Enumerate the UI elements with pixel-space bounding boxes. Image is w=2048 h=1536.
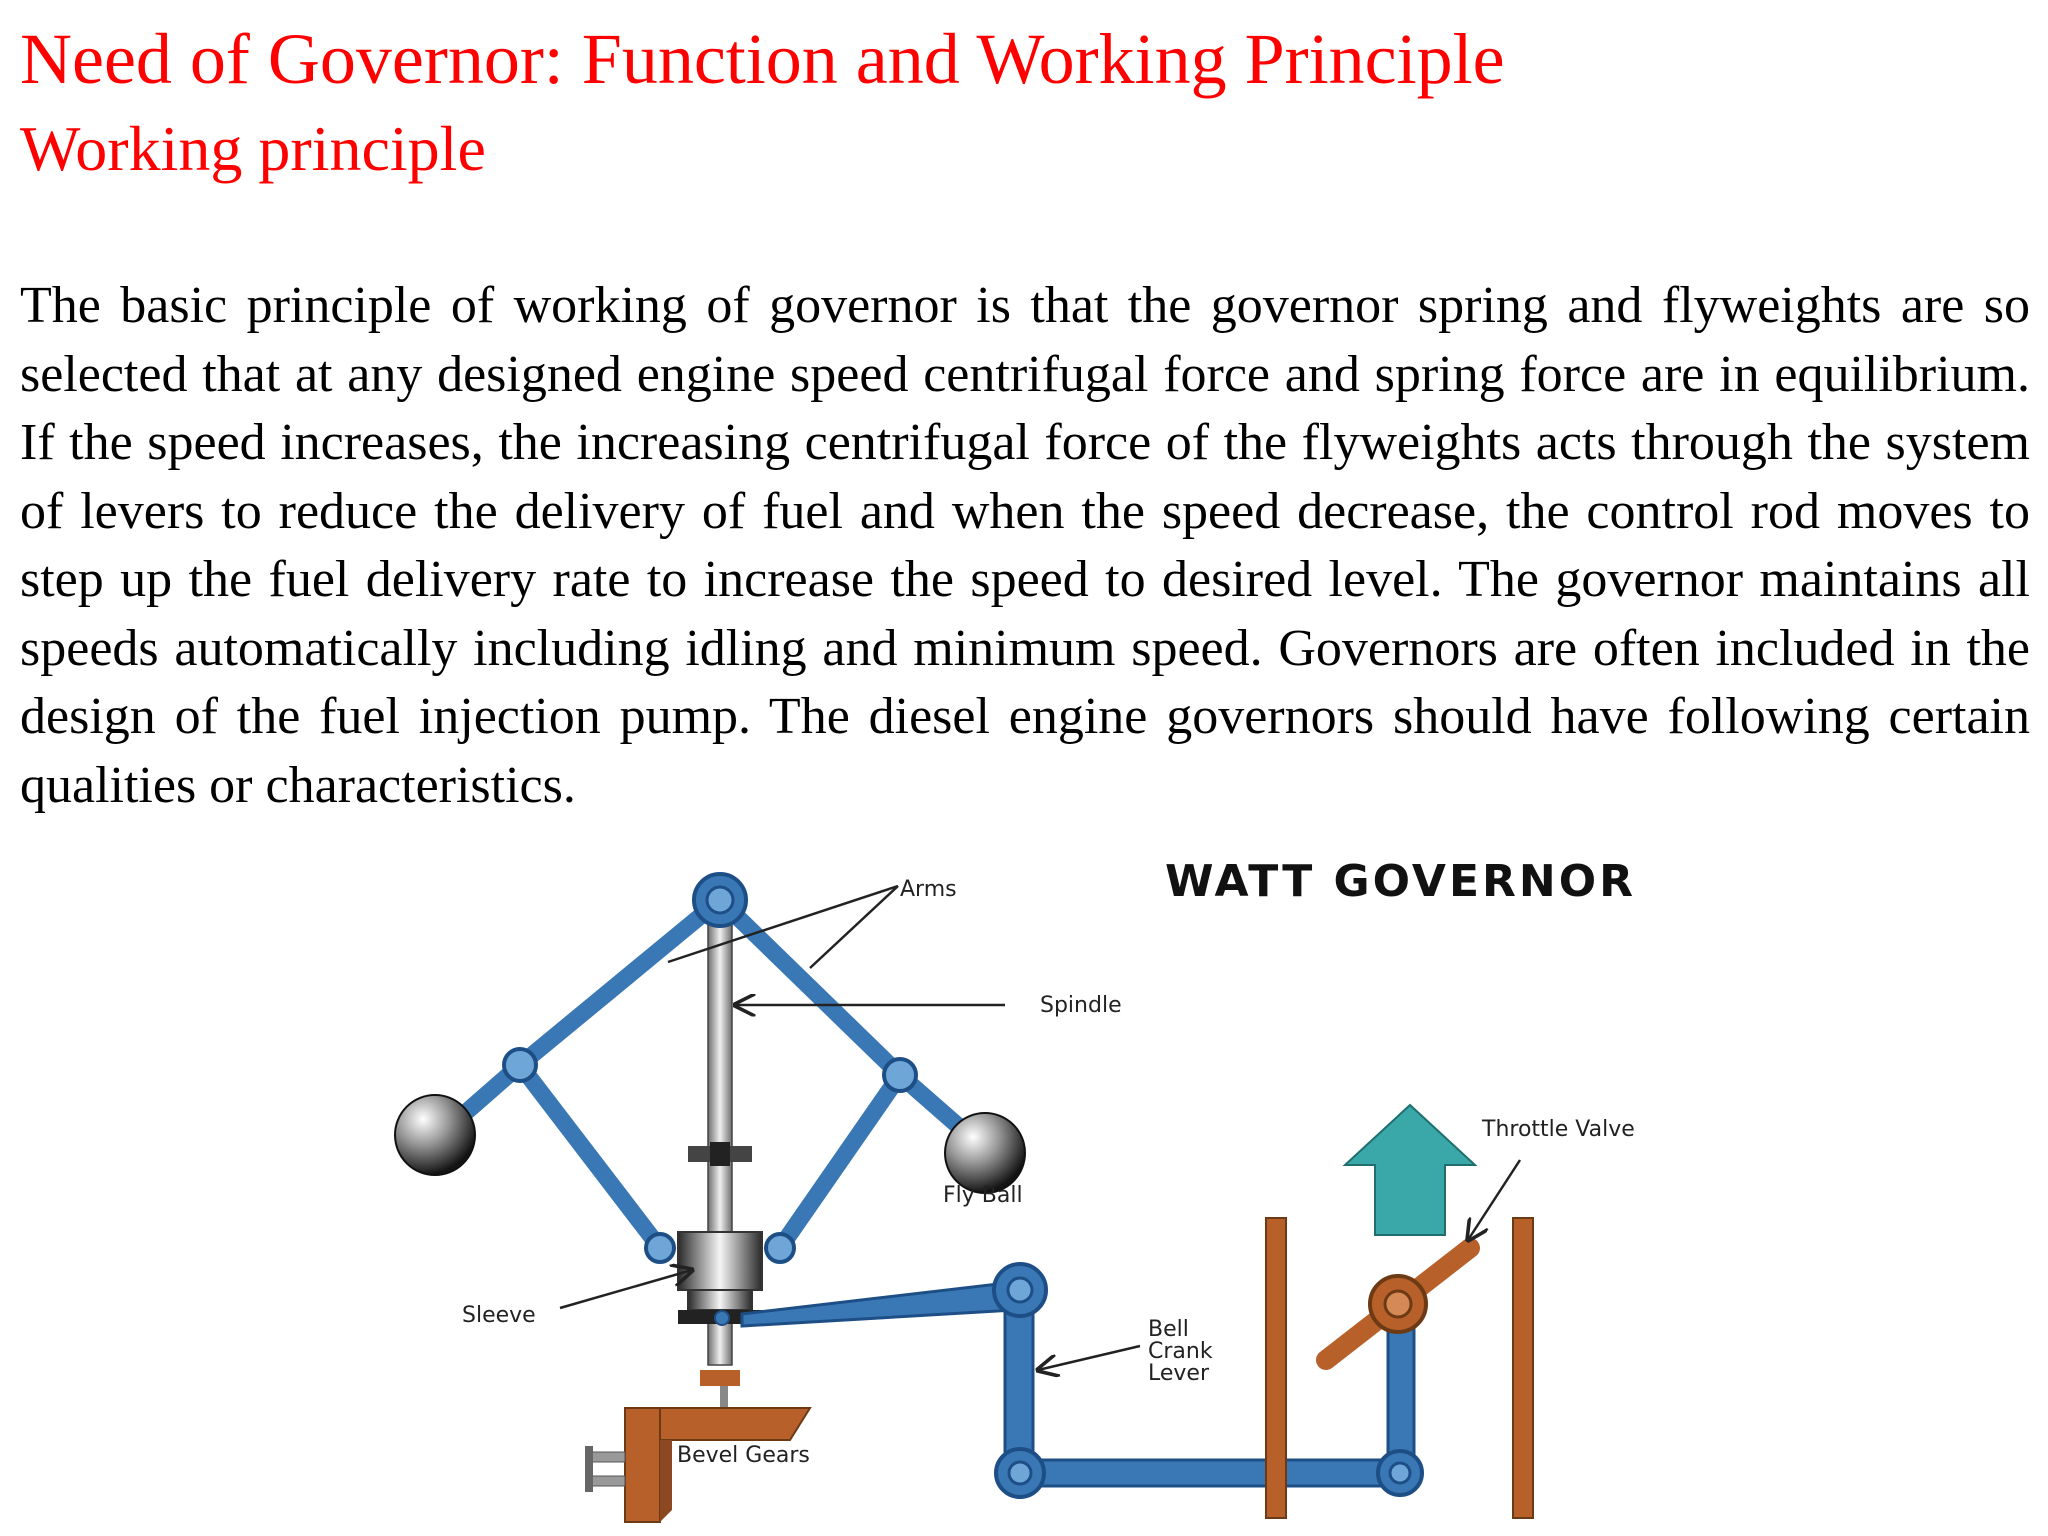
fly-ball-left <box>395 1095 475 1175</box>
spindle-coupling <box>700 1370 740 1386</box>
connecting-rod <box>742 1282 1015 1326</box>
page-subtitle: Working principle <box>20 113 486 184</box>
pipe-wall-left <box>1266 1218 1286 1518</box>
page-title: Need of Governor: Function and Working Principle <box>20 19 1505 99</box>
label-arms: Arms <box>900 877 957 902</box>
fly-ball-right <box>945 1113 1025 1193</box>
label-spindle: Spindle <box>1040 993 1122 1018</box>
label-sleeve: Sleeve <box>462 1303 536 1328</box>
label-fly-ball: Fly Ball <box>943 1183 1023 1208</box>
flow-up-arrow <box>1345 1105 1475 1235</box>
sleeve <box>678 1232 762 1325</box>
body-paragraph: The basic principle of working of governor is that the governor spring and flyweights are so selected that at any designed engine speed centrifugal force and spring force are in equilibrium. If the speed increases, the increasing centrifugal force of the flyweights acts through the system of levers to reduce the delivery of fuel and when the speed decrease, the control rod moves to step up the fuel delivery rate to increase the speed to desired level. The governor maintains all speeds automatically including idling and minimum speed. Governors are often included in the design of the fuel injection pump. The diesel engine governors should have following certain qualities or characteristics. <box>20 277 2030 814</box>
pipe-wall-right <box>1513 1218 1533 1518</box>
watt-governor-diagram <box>0 840 2048 1536</box>
label-bevel-gears: Bevel Gears <box>677 1443 810 1468</box>
label-crank: Crank <box>1148 1339 1213 1364</box>
bell-crank-lever <box>1005 1290 1414 1486</box>
label-bell: Bell <box>1148 1317 1189 1342</box>
diagram-heading: WATT GOVERNOR <box>1165 856 1636 907</box>
label-lever: Lever <box>1148 1361 1210 1386</box>
label-throttle-valve: Throttle Valve <box>1482 1117 1635 1142</box>
